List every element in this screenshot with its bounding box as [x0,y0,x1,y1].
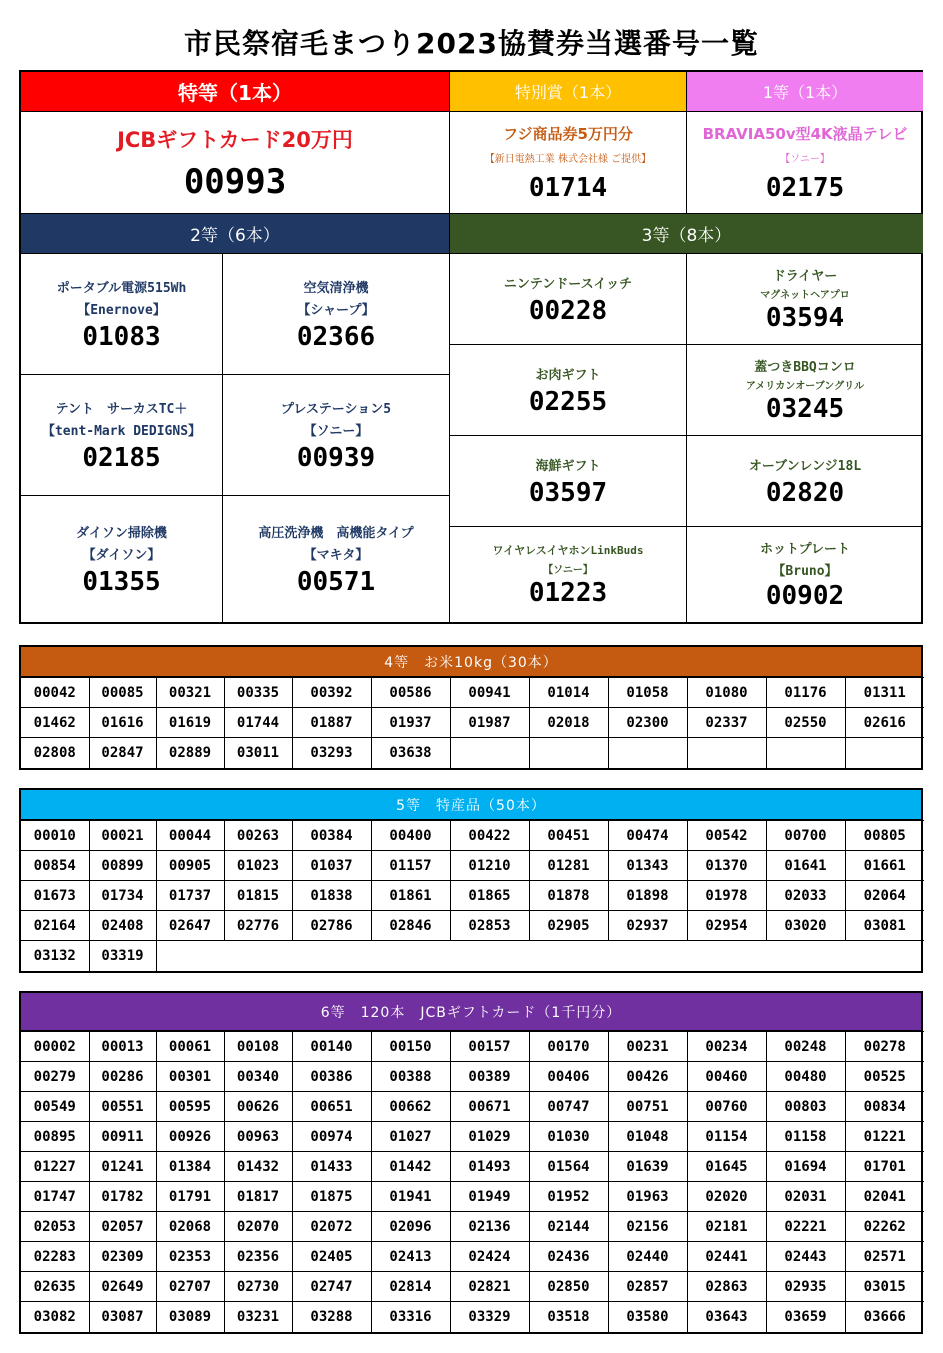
winning-number: 02018 [529,708,608,738]
winning-number: 02808 [21,738,89,768]
winning-number: 00586 [371,678,450,708]
winning-number: 02283 [21,1242,89,1272]
winning-number: 01227 [21,1152,89,1182]
winning-number: 01963 [608,1182,687,1212]
winning-number: 01014 [529,678,608,708]
winning-number: 03319 [89,941,156,971]
tokubetsu-number: 01714 [528,172,608,203]
sixth-prize-grid [21,1031,924,1332]
winning-number: 02072 [292,1212,371,1242]
winning-number: 02786 [292,911,371,941]
winning-number: 02053 [21,1212,89,1242]
winning-number: 00340 [224,1062,292,1092]
empty-cell [766,738,845,768]
winning-number: 03231 [224,1302,292,1332]
winning-number: 02850 [529,1272,608,1302]
winning-number: 00551 [89,1092,156,1122]
winning-number: 01639 [608,1152,687,1182]
winning-number: 01887 [292,708,371,738]
tokuto-number: 00993 [183,161,287,202]
second-prize-item: 空気清浄機 【シャープ】 02366 [223,254,450,375]
tokubetsu-header: 特別賞（1本） [450,72,687,112]
winning-number: 00671 [450,1092,529,1122]
winning-number: 02776 [224,911,292,941]
winning-number: 01838 [292,881,371,911]
winning-number: 02853 [450,911,529,941]
winning-number: 00384 [292,821,371,851]
winning-number: 00234 [687,1032,766,1062]
fifth-prize-grid [21,820,924,971]
winning-number: 01493 [450,1152,529,1182]
winning-number: 01898 [608,881,687,911]
number-row [21,738,924,768]
winning-number: 02730 [224,1272,292,1302]
empty-cell [687,738,766,768]
winning-number: 01442 [371,1152,450,1182]
winning-number: 01080 [687,678,766,708]
third-prize-item: お肉ギフト 02255 [450,345,687,436]
winning-number: 02353 [156,1242,224,1272]
fourth-prize-header: 4等 お米10kg（30本） [21,647,921,677]
winning-number: 02954 [687,911,766,941]
winning-number: 01037 [292,851,371,881]
number-row [21,708,924,738]
winning-number: 00805 [845,821,924,851]
number-row [21,1182,924,1212]
winning-number: 00386 [292,1062,371,1092]
third-prize-item: ニンテンドースイッチ 00228 [450,254,687,345]
winning-number: 00286 [89,1062,156,1092]
winning-number: 01027 [371,1122,450,1152]
winning-number: 02616 [845,708,924,738]
winning-number: 01817 [224,1182,292,1212]
winning-number: 00042 [21,678,89,708]
winning-number: 00854 [21,851,89,881]
winning-number: 00157 [450,1032,529,1062]
winning-number: 01154 [687,1122,766,1152]
winning-number: 00108 [224,1032,292,1062]
fourth-prize-table [19,645,923,770]
winning-number: 02857 [608,1272,687,1302]
winning-number: 00278 [845,1032,924,1062]
winning-number: 03638 [371,738,450,768]
empty-cell [845,738,924,768]
winning-number: 01048 [608,1122,687,1152]
winning-number: 02181 [687,1212,766,1242]
winning-number: 00480 [766,1062,845,1092]
number-row [21,821,924,851]
winning-number: 01861 [371,881,450,911]
number-row [21,1272,924,1302]
winning-number: 01616 [89,708,156,738]
winning-number: 00002 [21,1032,89,1062]
winning-number: 01937 [371,708,450,738]
winning-number: 02571 [845,1242,924,1272]
winning-number: 00426 [608,1062,687,1092]
tokuto-cell [21,112,450,214]
winning-number: 00460 [687,1062,766,1092]
fourth-prize-grid [21,677,924,768]
first-prize-cell [687,112,923,214]
winning-number: 02550 [766,708,845,738]
winning-number: 01941 [371,1182,450,1212]
winning-number: 00963 [224,1122,292,1152]
first-prize-item: BRAVIA50v型4K液晶テレビ [702,124,908,143]
winning-number: 02020 [687,1182,766,1212]
winning-number: 00700 [766,821,845,851]
winning-number: 02935 [766,1272,845,1302]
winning-number: 00085 [89,678,156,708]
winning-number: 01030 [529,1122,608,1152]
winning-number: 01158 [766,1122,845,1152]
third-prize-header: 3等（8本） [450,214,923,254]
winning-number: 02436 [529,1242,608,1272]
second-prize-item: ダイソン掃除機 【ダイソン】 01355 [21,496,223,622]
winning-number: 00422 [450,821,529,851]
winning-number: 01343 [608,851,687,881]
winning-number: 00010 [21,821,89,851]
winning-number: 03518 [529,1302,608,1332]
winning-number: 03020 [766,911,845,941]
winning-number: 01564 [529,1152,608,1182]
number-row [21,911,924,941]
winning-number: 00335 [224,678,292,708]
winning-number: 00626 [224,1092,292,1122]
winning-number: 00926 [156,1122,224,1152]
winning-number: 01433 [292,1152,371,1182]
winning-number: 00263 [224,821,292,851]
tokubetsu-sponsor: 【新日電熱工業 株式会社様 ご提供】 [484,153,652,165]
winning-number: 01023 [224,851,292,881]
winning-number: 01462 [21,708,89,738]
winning-number: 01978 [687,881,766,911]
winning-number: 02156 [608,1212,687,1242]
winning-number: 00474 [608,821,687,851]
winning-number: 00651 [292,1092,371,1122]
winning-number: 02164 [21,911,89,941]
winning-number: 01878 [529,881,608,911]
tokubetsu-prize: フジ商品券5万円分 [503,124,633,143]
third-prize-item: 海鮮ギフト 03597 [450,436,687,527]
winning-number: 01952 [529,1182,608,1212]
number-row [21,1242,924,1272]
second-prize-item: テント サーカスTC＋ 【tent-Mark DEDIGNS】 02185 [21,375,223,496]
winning-number: 01241 [89,1152,156,1182]
winning-number: 01701 [845,1152,924,1182]
number-row [21,1152,924,1182]
winning-number: 00525 [845,1062,924,1092]
winning-number: 00595 [156,1092,224,1122]
winning-number: 01281 [529,851,608,881]
winning-number: 00542 [687,821,766,851]
tokuto-header: 特等（1本） [21,72,450,112]
winning-number: 01744 [224,708,292,738]
winning-number: 03081 [845,911,924,941]
winning-number: 02649 [89,1272,156,1302]
winning-number: 02441 [687,1242,766,1272]
winning-number: 02814 [371,1272,450,1302]
empty-cell [156,941,924,971]
winning-number: 03316 [371,1302,450,1332]
first-prize-maker: 【ソニー】 [780,153,830,165]
winning-number: 02300 [608,708,687,738]
fifth-prize-table [19,788,923,973]
winning-number: 00662 [371,1092,450,1122]
second-prize-item: プレステーション5 【ソニー】 00939 [223,375,450,496]
winning-number: 03011 [224,738,292,768]
winning-number: 02096 [371,1212,450,1242]
page-title: 市民祭宿毛まつり2023協賛券当選番号一覧 [184,27,759,60]
number-row [21,1092,924,1122]
winning-number: 00905 [156,851,224,881]
winning-number: 00248 [766,1032,845,1062]
winning-number: 00974 [292,1122,371,1152]
winning-number: 02309 [89,1242,156,1272]
number-row [21,941,924,971]
winning-number: 00150 [371,1032,450,1062]
winning-number: 01782 [89,1182,156,1212]
winning-number: 01875 [292,1182,371,1212]
second-prize-header: 2等（6本） [21,214,450,254]
winning-number: 02136 [450,1212,529,1242]
fifth-prize-header: 5等 特産品（50本） [21,790,921,820]
third-prize-item: ドライヤー マグネットヘアプロ 03594 [687,254,923,345]
number-row [21,1032,924,1062]
winning-number: 02846 [371,911,450,941]
winning-number: 02443 [766,1242,845,1272]
winning-number: 01157 [371,851,450,881]
tokuto-prize: JCBギフトカード20万円 [117,127,353,152]
winning-number: 01865 [450,881,529,911]
third-prize-item: オーブンレンジ18L 02820 [687,436,923,527]
winning-number: 02405 [292,1242,371,1272]
winning-number: 01058 [608,678,687,708]
winning-number: 02144 [529,1212,608,1242]
winning-number: 02821 [450,1272,529,1302]
winning-number: 00803 [766,1092,845,1122]
top-prizes-block [19,70,923,624]
winning-number: 02033 [766,881,845,911]
winning-number: 00279 [21,1062,89,1092]
number-row [21,1212,924,1242]
first-prize-number: 02175 [765,172,845,203]
winning-number: 01210 [450,851,529,881]
winning-number: 00911 [89,1122,156,1152]
winning-number: 00899 [89,851,156,881]
empty-cell [529,738,608,768]
winning-number: 01747 [21,1182,89,1212]
winning-number: 01987 [450,708,529,738]
winning-number: 02747 [292,1272,371,1302]
winning-number: 01311 [845,678,924,708]
winning-number: 00013 [89,1032,156,1062]
winning-number: 00451 [529,821,608,851]
winning-number: 02424 [450,1242,529,1272]
third-prize-item: ホットプレート 【Bruno】 00902 [759,542,851,611]
third-prize-item: ワイヤレスイヤホンLinkBuds 【ソニー】 01223 [450,527,687,622]
winning-number: 03132 [21,941,89,971]
winning-number: 02413 [371,1242,450,1272]
empty-cell [450,738,529,768]
winning-number: 00388 [371,1062,450,1092]
winning-number: 01737 [156,881,224,911]
winning-number: 01221 [845,1122,924,1152]
winning-number: 00747 [529,1092,608,1122]
winning-number: 01949 [450,1182,529,1212]
tokubetsu-cell [450,112,687,214]
winning-number: 02408 [89,911,156,941]
winning-number: 01370 [687,851,766,881]
winning-number: 01619 [156,708,224,738]
winning-number: 02041 [845,1182,924,1212]
winning-number: 03288 [292,1302,371,1332]
winning-number: 00406 [529,1062,608,1092]
winning-number: 02937 [608,911,687,941]
winning-number: 01734 [89,881,156,911]
winning-number: 02863 [687,1272,766,1302]
winning-number: 00061 [156,1032,224,1062]
third-prize-item: 蓋つきBBQコンロ アメリカンオーブングリル 03245 [687,345,923,436]
winning-number: 01384 [156,1152,224,1182]
winning-number: 00895 [21,1122,89,1152]
winning-number: 01029 [450,1122,529,1152]
winning-number: 02070 [224,1212,292,1242]
winning-number: 00021 [89,821,156,851]
winning-number: 02707 [156,1272,224,1302]
sixth-prize-header: 6等 120本 JCBギフトカード（1千円分） [21,993,921,1031]
winning-number: 02221 [766,1212,845,1242]
winning-number: 03293 [292,738,371,768]
winning-number: 00170 [529,1032,608,1062]
winning-number: 03659 [766,1302,845,1332]
winning-number: 02064 [845,881,924,911]
empty-cell [608,738,687,768]
winning-number: 00389 [450,1062,529,1092]
winning-number: 02647 [156,911,224,941]
winning-number: 01432 [224,1152,292,1182]
winning-number: 03643 [687,1302,766,1332]
winning-number: 00400 [371,821,450,851]
first-prize-header: 1等（1本） [687,72,923,112]
winning-number: 02337 [687,708,766,738]
winning-number: 03329 [450,1302,529,1332]
winning-number: 03666 [845,1302,924,1332]
second-prize-item: ポータブル電源515Wh 【Enernove】 01083 [21,254,223,375]
winning-number: 03015 [845,1272,924,1302]
winning-number: 00231 [608,1032,687,1062]
number-row [21,881,924,911]
winning-number: 01176 [766,678,845,708]
winning-number: 02057 [89,1212,156,1242]
winning-number: 02031 [766,1182,845,1212]
winning-number: 00751 [608,1092,687,1122]
winning-number: 00941 [450,678,529,708]
winning-number: 01815 [224,881,292,911]
winning-number: 02262 [845,1212,924,1242]
winning-number: 02440 [608,1242,687,1272]
winning-number: 01673 [21,881,89,911]
number-row [21,1122,924,1152]
winning-number: 00392 [292,678,371,708]
winning-number: 00321 [156,678,224,708]
winning-number: 00760 [687,1092,766,1122]
winning-number: 02889 [156,738,224,768]
sixth-prize-table [19,991,923,1334]
winning-number: 00140 [292,1032,371,1062]
second-prize-item: 高圧洗浄機 高機能タイプ 【マキタ】 00571 [223,496,450,622]
number-row [21,1062,924,1092]
winning-number: 02905 [529,911,608,941]
winning-number: 01645 [687,1152,766,1182]
number-row [21,851,924,881]
winning-number: 03580 [608,1302,687,1332]
winning-number: 01661 [845,851,924,881]
winning-number: 02068 [156,1212,224,1242]
winning-number: 00834 [845,1092,924,1122]
winning-number: 03087 [89,1302,156,1332]
winning-number: 02635 [21,1272,89,1302]
winning-number: 02847 [89,738,156,768]
winning-number: 00549 [21,1092,89,1122]
winning-number: 00044 [156,821,224,851]
winning-number: 00301 [156,1062,224,1092]
winning-number: 01641 [766,851,845,881]
winning-number: 01694 [766,1152,845,1182]
winning-number: 01791 [156,1182,224,1212]
number-row [21,1302,924,1332]
winning-number: 02356 [224,1242,292,1272]
winning-number: 03089 [156,1302,224,1332]
number-row [21,678,924,708]
winning-number: 03082 [21,1302,89,1332]
